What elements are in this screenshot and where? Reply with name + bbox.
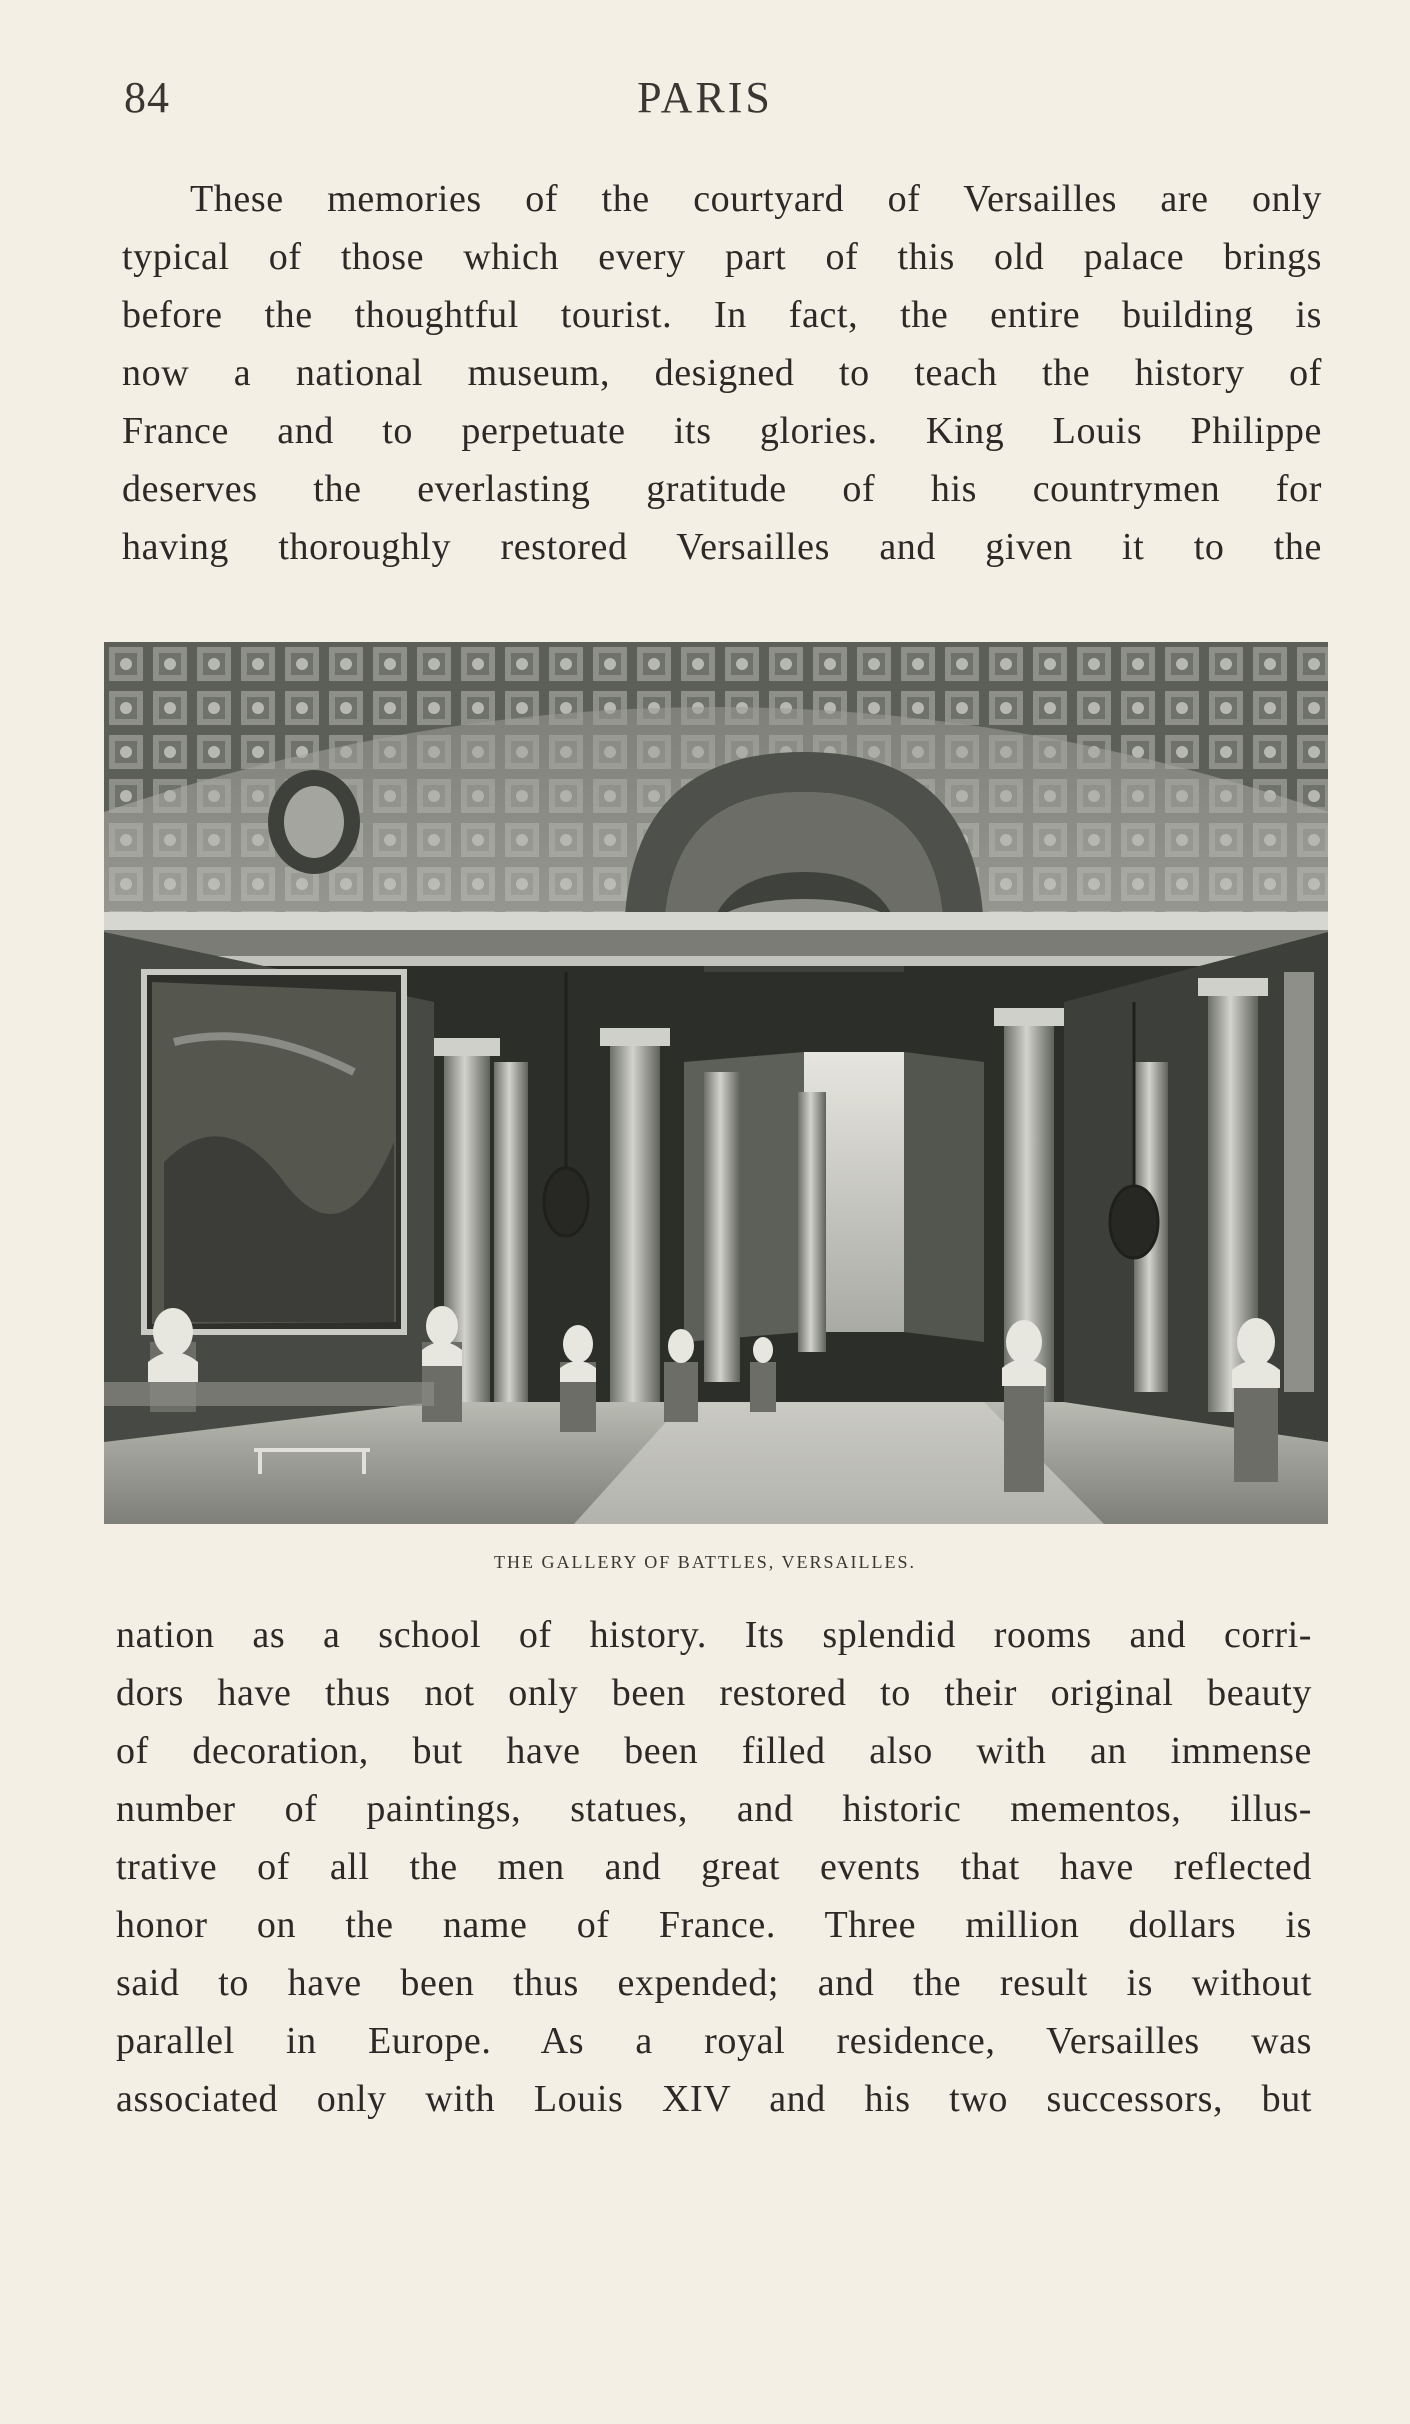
body-text-bottom — [116, 1606, 1312, 2128]
text-line: before the thoughtful tourist. In fact, the entire building is — [122, 294, 1322, 336]
figure-caption: THE GALLERY OF BATTLES, VERSAILLES. — [493, 1552, 916, 1572]
text-line: parallel in Europe. As a royal residence, Versailles was — [116, 2020, 1312, 2062]
text-line: trative of all the men and great events that have reflected — [116, 1846, 1312, 1888]
gallery-engraving — [104, 642, 1328, 1524]
text-line: typical of those which every part of this old palace brings — [122, 236, 1322, 278]
text-line: These memories of the courtyard of Versailles are only — [190, 178, 1322, 220]
text-line: deserves the everlasting gratitude of his countrymen for — [122, 468, 1322, 510]
text-line: France and to perpetuate its glories. King Louis Philippe — [122, 410, 1322, 452]
text-line: honor on the name of France. Three million dollars is — [116, 1904, 1312, 1946]
text-line: of decoration, but have been filled also with an immense — [116, 1730, 1312, 1772]
text-line: dors have thus not only been restored to their original beauty — [116, 1672, 1312, 1714]
page-number: 84 — [124, 73, 170, 122]
text-line: number of paintings, statues, and historic mementos, illus- — [116, 1788, 1312, 1830]
text-line: said to have been thus expended; and the result is without — [116, 1962, 1312, 2004]
running-title: PARIS — [637, 73, 773, 122]
text-line: having thoroughly restored Versailles and given it to the — [122, 526, 1322, 568]
text-line: nation as a school of history. Its splendid rooms and corri- — [116, 1614, 1312, 1656]
text-line: now a national museum, designed to teach the history of — [122, 352, 1322, 394]
text-line: associated only with Louis XIV and his two successors, but — [116, 2078, 1312, 2120]
body-text-top — [122, 170, 1322, 576]
